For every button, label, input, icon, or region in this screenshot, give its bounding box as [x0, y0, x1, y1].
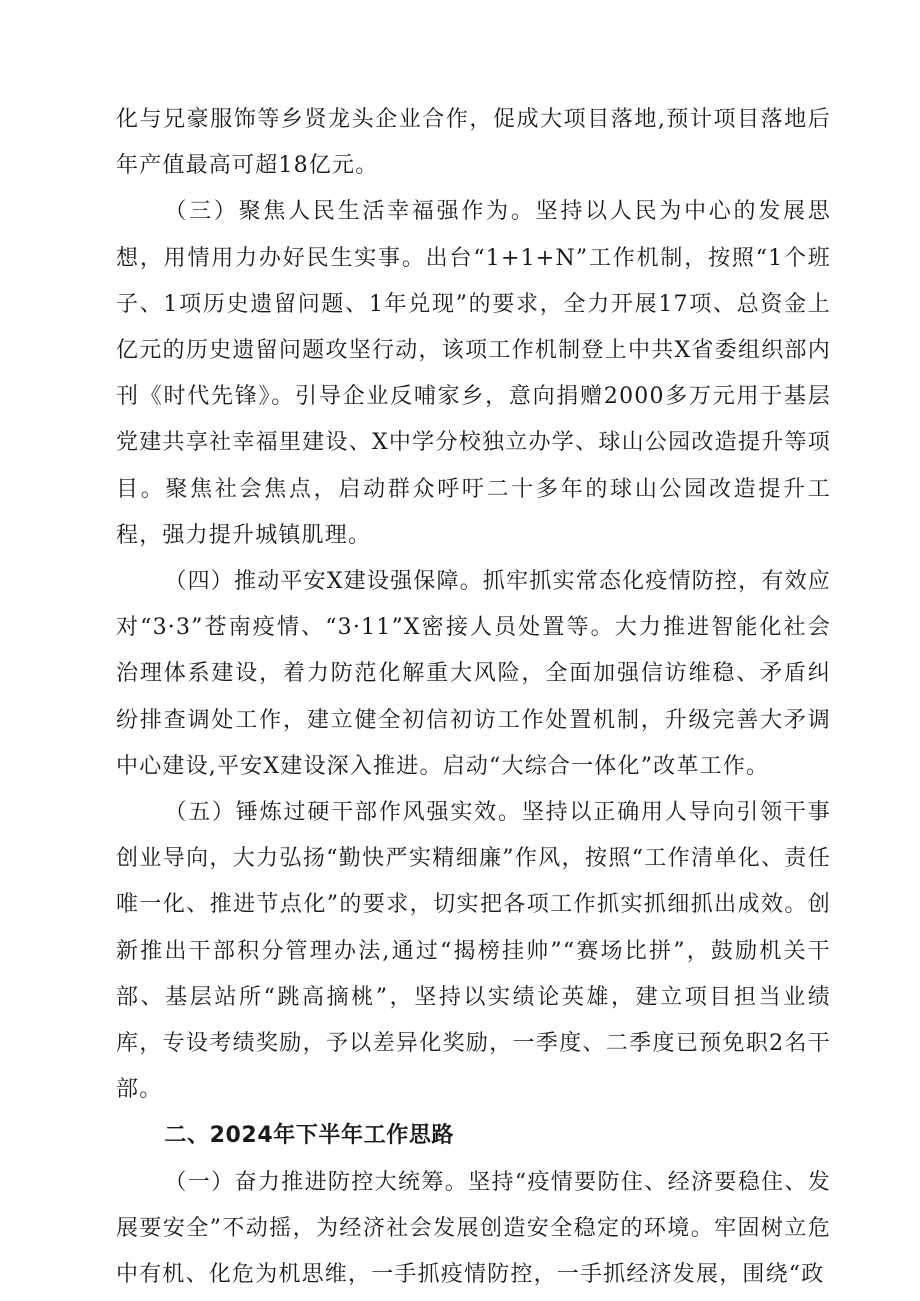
- paragraph-continuation: 化与兄豪服饰等乡贤龙头企业合作，促成大项目落地,预计项目落地后年产值最高可超18亿元。: [116, 107, 831, 179]
- paragraph-people-livelihood: （三）聚焦人民生活幸福强作为。坚持以人民为中心的发展思想，用情用力办好民生实事。出台“1+1+N”工作机制，按照“1个班子、1项历史遗留问题、1年兑现”的要求，全力开展17项、总资金上亿元的历史遗留问题攻坚行动，该项工作机制登上中共X省委组织部内刊《时代先锋》。引导企业反哺家乡，意向捐赠2000多万元用于基层党建共享社幸福里建设、X中学分校独立办学、球山公园改造提升等项目。聚焦社会焦点，启动群众呼吁二十多年的球山公园改造提升工程，强力提升城镇肌理。: [116, 199, 831, 548]
- section-heading: 二、2024年下半年工作思路: [164, 1123, 455, 1149]
- paragraph-epidemic-coordination: （一）奋力推进防控大统筹。坚持“疫情要防住、经济要稳住、发展要安全”不动摇，为经济社会发展创造安全稳定的环境。牢固树立危中有机、化危为机思维，一手抓疫情防控，一手抓经济发展，围绕“政: [116, 1169, 831, 1288]
- paragraph-cadre-style: （五）锤炼过硬干部作风强实效。坚持以正确用人导向引领干事创业导向，大力弘扬“勤快严实精细廉”作风，按照“工作清单化、责任唯一化、推进节点化”的要求，切实把各项工作抓实抓细抓出成效。创新推出干部积分管理办法,通过“揭榜挂帅”“赛场比拼”，鼓励机关干部、基层站所“跳高摘桃”，坚持以实绩论英雄，建立项目担当业绩库，专设考绩奖励，予以差异化奖励，一季度、二季度已预免职2名干部。: [116, 800, 831, 1103]
- paragraph-safety-construction: （四）推动平安X建设强保障。抓牢抓实常态化疫情防控，有效应对“3·3”苍南疫情、“3·11”X密接人员处置等。大力推进智能化社会治理体系建设，着力防范化解重大风险，全面加强信访维稳、矛盾纠纷排查调处工作，建立健全初信初访工作处置机制，升级完善大矛调中心建设,平安X建设深入推进。启动“大综合一体化”改革工作。: [116, 569, 831, 779]
- document-body: [116, 97, 831, 1298]
